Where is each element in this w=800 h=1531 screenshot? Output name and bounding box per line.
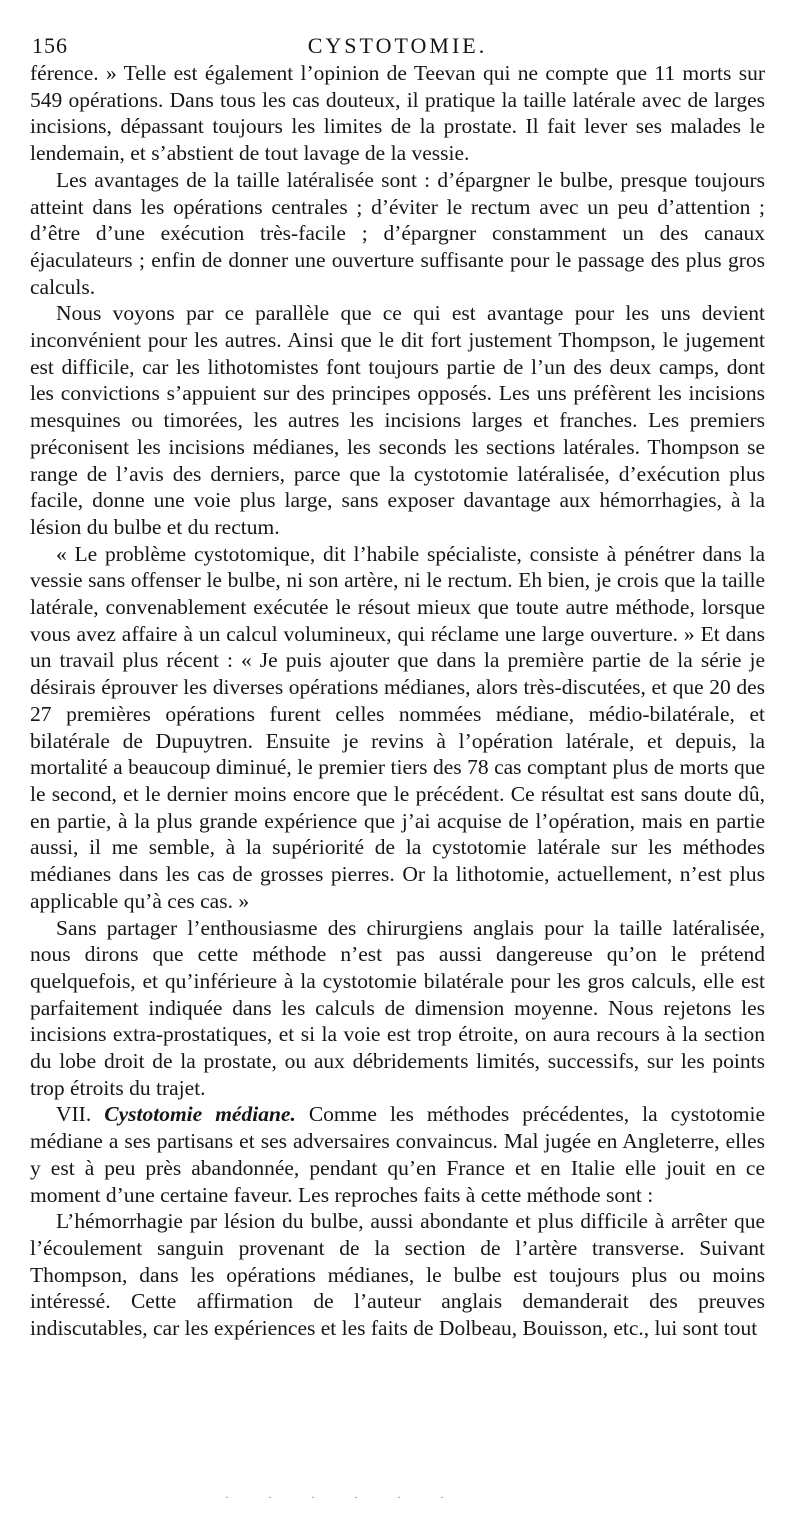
section-title: Cystotomie médiane. [104, 1102, 296, 1127]
paragraph-6-text: Comme les méthodes précédentes, la cystotomie médiane a ses partisans et ses adversaires convaincus. Mal jugée en Angleterre, elles y est à peu près abandonnée, pendant qu’en France et en Italie elle jouit en ce moment d’une certaine faveur. Les reproches faits à cette méthode sont : [30, 1102, 765, 1207]
paragraph-4: « Le problème cystotomique, dit l’habile spécialiste, consiste à pénétrer dans la vessie sans offenser le bulbe, ni son artère, ni le rectum. Eh bien, je crois que la taille latérale, convenablement exécutée le résout mieux que toute autre méthode, lorsque vous avez affaire à un calcul volumineux, qui réclame une large ouverture. » Et dans un travail plus récent : « Je puis ajouter que dans la première partie de la série je désirais éprouver les diverses opérations médianes, alors très-discutées, et que 20 des 27 premières opérations furent celles nommées médiane, médio-bilatérale, et bilatérale de Dupuytren. Ensuite je revins à l’opération latérale, et depuis, la mortalité a beaucoup diminué, le premier tiers des 78 cas comptant plus de morts que le second, et le dernier moins encore que le précédent. Ce résultat est sans doute dû, en partie, à la plus grande expérience que j’ai acquise de l’opération, mais en partie aussi, il me semble, à la supériorité de la cystotomie latérale sur les méthodes médianes dans les cas de grosses pierres. Or la lithotomie, actuellement, n’est plus applicable qu’à ces cas. » [30, 541, 765, 913]
page-header [30, 18, 765, 58]
running-head: CYSTOTOMIE. [307, 33, 488, 58]
page-bottom-specks: · · · · · · [225, 1490, 462, 1504]
paragraph-3: Nous voyons par ce parallèle que ce qui est avantage pour les uns devient inconvénient pour les autres. Ainsi que le dit fort justement Thompson, le jugement est difficile, car les lithotomistes font toujours partie de l’un des deux camps, dont les convictions s’appuient sur des principes opposés. Les uns préfèrent les incisions mesquines ou timorées, les autres les incisions larges et franches. Les premiers préconisent les incisions médianes, les seconds les sections latérales. Thompson se range de l’avis des derniers, parce que la cystotomie latéralisée, d’exécution plus facile, donne une voie plus large, sans exposer davantage aux hémorrhagies, à la lésion du bulbe et du rectum. [30, 301, 765, 539]
paragraph-7: L’hémorrhagie par lésion du bulbe, aussi abondante et plus difficile à arrêter que l’écoulement sanguin provenant de la section de l’artère transverse. Suivant Thompson, dans les opérations médianes, le bulbe est toujours plus ou moins intéressé. Cette affirmation de l’auteur anglais demanderait des preuves indiscutables, car les expériences et les faits de Dolbeau, Bouisson, etc., lui sont tout [30, 1209, 765, 1341]
book-page [30, 18, 765, 1342]
page-number: 156 [32, 33, 68, 58]
paragraph-5: Sans partager l’enthousiasme des chirurgiens anglais pour la taille latéralisée, nous dirons que cette méthode n’est pas aussi dangereuse qu’on le prétend quelquefois, et qu’inférieure à la cystotomie bilatérale pour les gros calculs, elle est parfaitement indiquée dans les calculs de dimension moyenne. Nous rejetons les incisions extra-prostatiques, et si la voie est trop étroite, on aura recours à la section du lobe droit de la prostate, ou aux débridements limités, successifs, sur les points trop étroits du trajet. [30, 915, 765, 1100]
body-text [30, 60, 765, 1342]
paragraph-1: férence. » Telle est également l’opinion de Teevan qui ne compte que 11 morts sur 549 opérations. Dans tous les cas douteux, il pratique la taille latérale avec de larges incisions, dépassant toujours les limites de la prostate. Il fait lever ses malades le lendemain, et s’abstient de tout lavage de la vessie. [30, 61, 765, 166]
paragraph-2: Les avantages de la taille latéralisée sont : d’épargner le bulbe, presque toujours atteint dans les opérations centrales ; d’éviter le rectum avec un peu d’attention ; d’être d’une exécution très-facile ; d’épargner constamment un des canaux éjaculateurs ; enfin de donner une ouverture suffisante pour le passage des plus gros calculs. [30, 167, 765, 299]
paragraph-6 [30, 1101, 765, 1208]
section-number: VII. [56, 1102, 92, 1127]
